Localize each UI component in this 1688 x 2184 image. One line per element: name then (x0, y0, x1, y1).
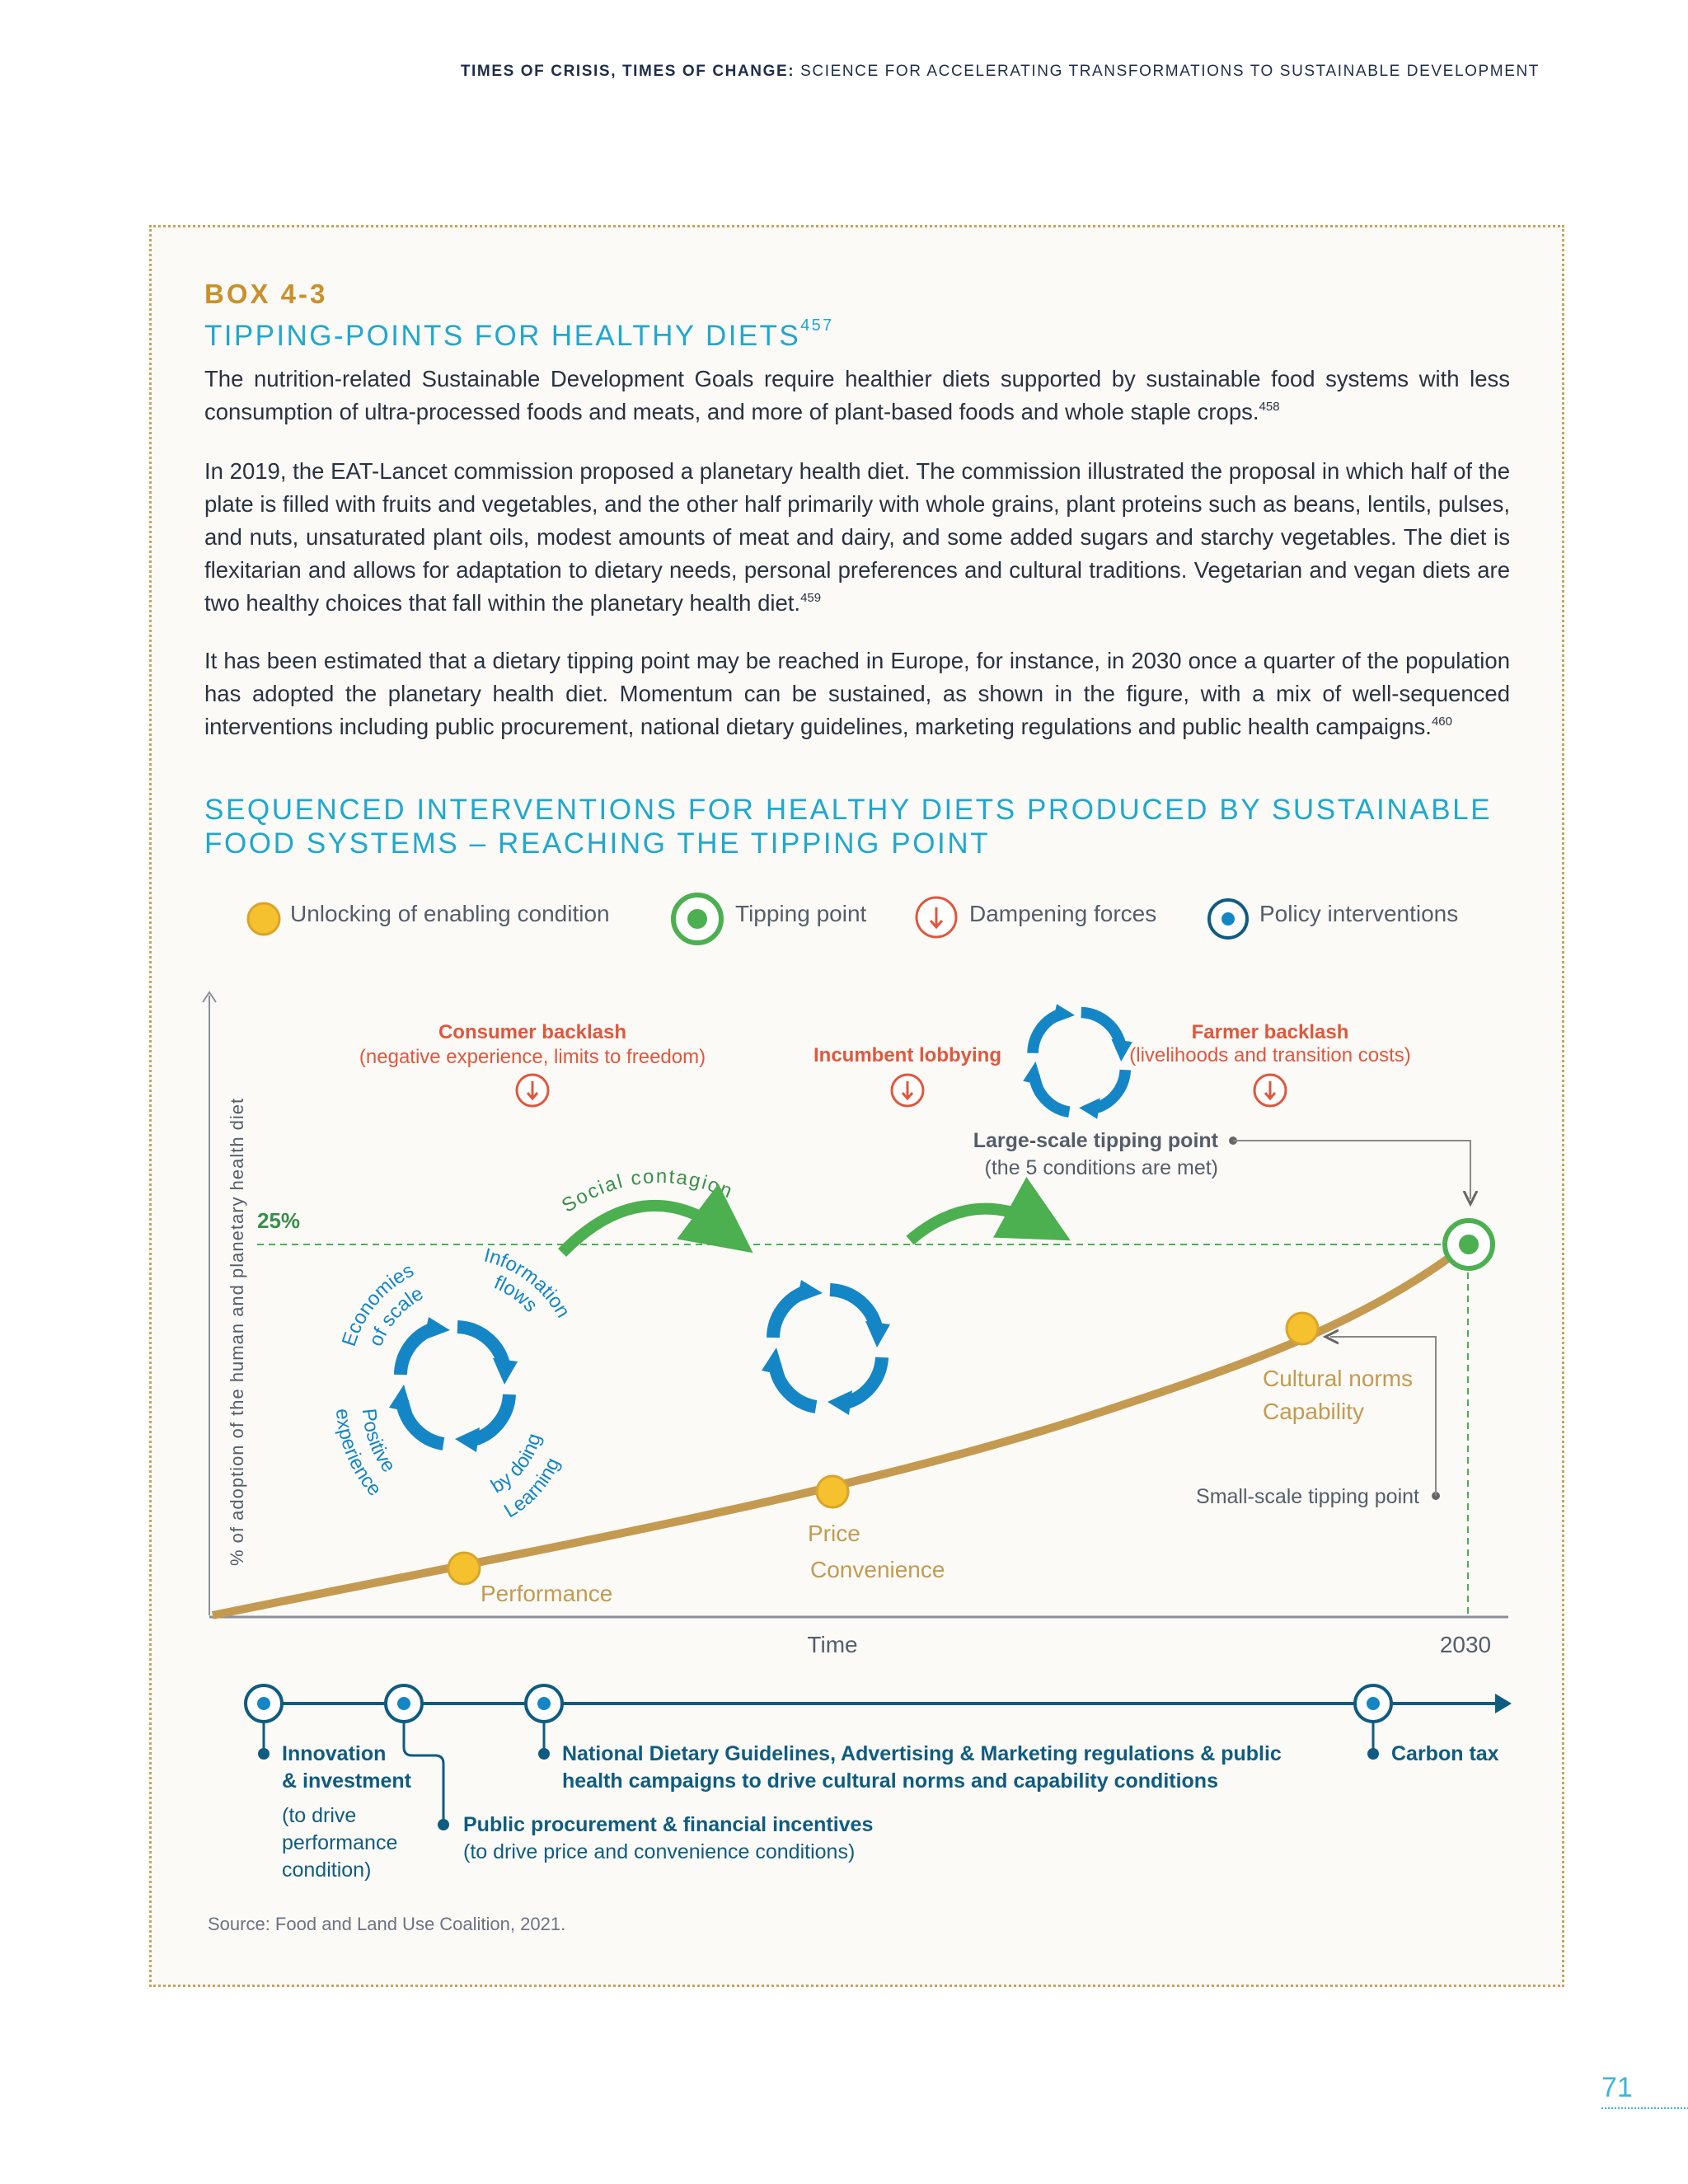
reinforcing-loop-2 (762, 1280, 890, 1415)
header-rest: SCIENCE FOR ACCELERATING TRANSFORMATIONS TO SUSTAINABLE DEVELOPMENT (795, 63, 1540, 80)
x-axis-label: Time (807, 1632, 858, 1657)
reinforcing-loop-1 (389, 1317, 518, 1452)
reinforcing-loop-3 (1023, 1004, 1132, 1118)
condition-label-performance: Performance (481, 1581, 613, 1606)
loop-label-learning: Learning (500, 1454, 565, 1523)
timeline-carbon-tax-title: Carbon tax (1391, 1742, 1499, 1765)
paragraph-3-text: It has been estimated that a dietary tipping point may be reached in Europe, for instance, in 2030 once a quarter of the population has adopted the planetary health diet. Momentum can be sustained, as shown in the figure, with a mix of well-sequenced interventions including public procurement, national dietary guidelines, marketing regulations and public health campaigns. (204, 648, 1510, 739)
dampening-farmer (1129, 1021, 1411, 1106)
social-contagion-text: Social contagion (557, 1165, 737, 1217)
loop-label-by-doing: by doing (487, 1431, 546, 1498)
box-label: BOX 4-3 (204, 279, 328, 309)
condition-label-convenience: Convenience (810, 1557, 945, 1582)
paragraph-1-text: The nutrition-related Sustainable Development Goals require healthier diets supported by sustainable food systems with less consumption of ultra-processed foods and meats, and more of plant-based foods and whole staple crops. (204, 366, 1510, 424)
dampening-consumer (359, 1021, 706, 1106)
legend-label-policy: Policy interventions (1259, 901, 1459, 926)
legend-label-dampening: Dampening forces (969, 901, 1157, 926)
condition-label-capability: Capability (1263, 1399, 1364, 1424)
condition-label-cultural: Cultural norms (1263, 1366, 1414, 1391)
page-number-rule (1601, 2107, 1688, 2109)
large-tipping-detail: (the 5 conditions are met) (984, 1156, 1218, 1179)
dampening-incumbent (814, 1044, 1001, 1106)
timeline-guidelines-title: National Dietary Guidelines, Advertising & Marketing regulations & public health campaigns to drive cultural norms and capability conditions (562, 1742, 1282, 1793)
figure-title: SEQUENCED INTERVENTIONS FOR HEALTHY DIETS PRODUCED BY SUSTAINABLE FOOD SYSTEMS – REACHING THE TIPPING POINT (204, 794, 1493, 860)
dampening-consumer-title: Consumer backlash (438, 1021, 627, 1043)
timeline-procurement-detail: (to drive price and convenience conditions) (463, 1840, 856, 1863)
paragraph-3-ref: 460 (1431, 715, 1452, 729)
page-number: 71 (1601, 2072, 1633, 2103)
y-axis-label: % of adoption of the human and planetary health diet (227, 1097, 247, 1566)
loop-label-information: Information (481, 1244, 574, 1322)
loop-label-of-scale: of scale (364, 1282, 428, 1350)
box-title-ref: 457 (800, 316, 834, 335)
dampening-consumer-detail: (negative experience, limits to freedom) (359, 1046, 706, 1068)
loop-label-experience: experience (331, 1408, 387, 1501)
figure-source: Source: Food and Land Use Coalition, 2021. (208, 1914, 566, 1934)
social-contagion-arrow-2 (910, 1209, 1040, 1240)
x-end-label: 2030 (1439, 1632, 1492, 1657)
header-bold: TIMES OF CRISIS, TIMES OF CHANGE: (460, 63, 795, 80)
dampening-farmer-title: Farmer backlash (1191, 1021, 1349, 1043)
small-tipping-label: Small-scale tipping point (1196, 1485, 1419, 1508)
social-contagion-arrow-1 (562, 1206, 725, 1253)
policy-node-guidelines (526, 1685, 562, 1760)
paragraph-2-ref: 459 (800, 591, 822, 605)
legend-label-tipping: Tipping point (735, 901, 867, 926)
paragraph-1-ref: 458 (1259, 400, 1280, 414)
dampening-farmer-detail: (livelihoods and transition costs) (1129, 1044, 1411, 1066)
loop-label-economies: Economies (337, 1258, 418, 1349)
condition-marker-cultural (1287, 1313, 1318, 1344)
box-title-text: TIPPING-POINTS FOR HEALTHY DIETS (204, 320, 801, 352)
loop-label-flows: flows (490, 1271, 542, 1317)
paragraph-2-text: In 2019, the EAT-Lancet commission proposed a planetary health diet. The commission illustrated the proposal in which half of the plate is filled with fruits and vegetables, and the other half primarily with whole grains, plant proteins such as beans, lentils, pulses, and nuts, unsaturated plant oils, modest amounts of meat and dairy, and some added sugars and starchy vegetables. The diet is flexitarian and allows for adaptation to dietary needs, personal preferences and cultural traditions. Vegetarian and vegan diets are two healthy choices that fall within the planetary health diet. (204, 458, 1510, 616)
legend-label-condition: Unlocking of enabling condition (290, 901, 610, 926)
condition-marker-price (817, 1476, 848, 1507)
threshold-label: 25% (257, 1208, 301, 1233)
timeline-procurement-title: Public procurement & financial incentives (463, 1813, 874, 1836)
large-tipping-title: Large-scale tipping point (973, 1129, 1218, 1152)
dampening-incumbent-title: Incumbent lobbying (814, 1044, 1001, 1066)
timeline-innovation-detail: (to drive performance condition) (282, 1804, 398, 1882)
large-tipping-connector (1233, 1141, 1470, 1199)
condition-label-price: Price (808, 1521, 860, 1546)
loop-label-positive: Positive (357, 1407, 401, 1477)
condition-marker-performance (448, 1553, 480, 1584)
policy-node-carbon-tax (1355, 1685, 1391, 1760)
timeline-arrowhead (1495, 1694, 1512, 1713)
policy-node-innovation (246, 1685, 282, 1760)
timeline-innovation-title: Innovation & investment (282, 1742, 411, 1793)
